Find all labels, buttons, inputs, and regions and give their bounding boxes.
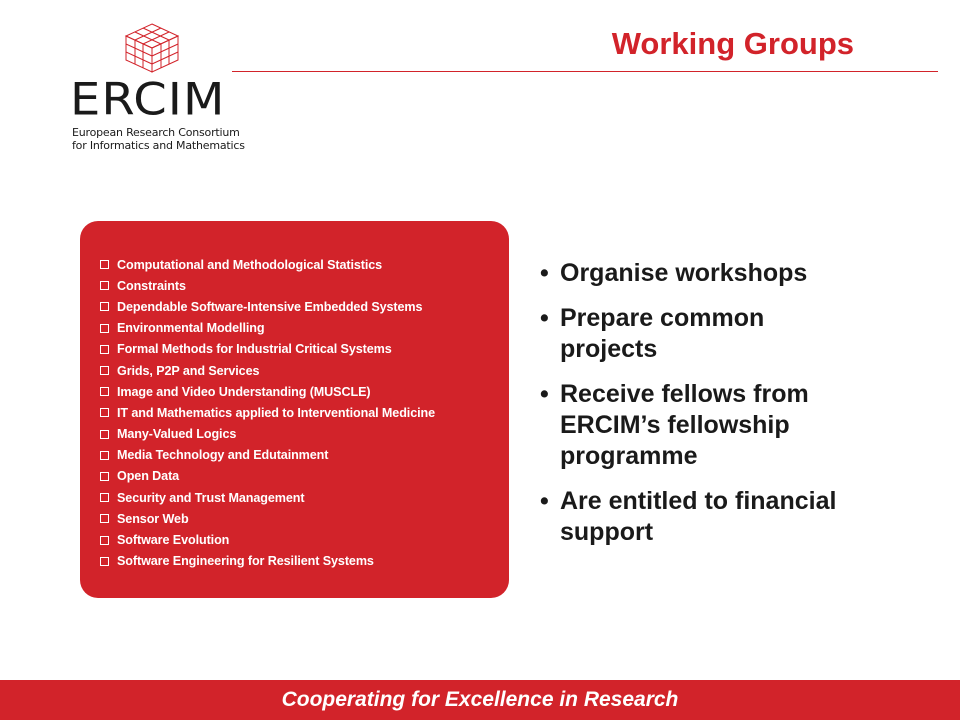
page-title: Working Groups (611, 26, 854, 61)
working-group-label: Constraints (117, 278, 186, 293)
checkbox-square-icon (100, 387, 109, 396)
working-group-label: Software Engineering for Resilient Systems (117, 554, 374, 569)
logo-subtitle-line2: for Informatics and Mathematics (72, 139, 245, 152)
working-groups-list (100, 254, 435, 572)
working-group-item (100, 254, 435, 275)
working-group-item (100, 466, 435, 487)
bullet-item (538, 258, 868, 289)
working-group-label: Environmental Modelling (117, 321, 265, 336)
bullet-text: Prepare common projects (560, 304, 765, 363)
working-group-item (100, 424, 435, 445)
working-group-label: Open Data (117, 469, 180, 484)
working-group-item (100, 402, 435, 423)
checkbox-square-icon (100, 366, 109, 375)
bullet-dot-icon: • (540, 380, 549, 408)
bullet-dot-icon: • (540, 259, 549, 287)
bullet-list (538, 258, 868, 562)
working-group-item (100, 339, 435, 360)
working-group-label: Many-Valued Logics (117, 427, 237, 442)
checkbox-square-icon (100, 260, 109, 269)
bullet-item (538, 303, 868, 365)
working-group-item (100, 529, 435, 550)
working-group-label: Sensor Web (117, 511, 189, 526)
checkbox-square-icon (100, 281, 109, 290)
bullet-item (538, 486, 868, 548)
bullet-item (538, 379, 868, 472)
working-group-item (100, 551, 435, 572)
bullet-text: Receive fellows from ERCIM’s fellowship programme (560, 380, 809, 470)
checkbox-square-icon (100, 430, 109, 439)
checkbox-square-icon (100, 557, 109, 566)
working-group-label: Dependable Software-Intensive Embedded Systems (117, 299, 423, 314)
logo-subtitle-line1: European Research Consortium (72, 126, 240, 139)
working-group-item (100, 508, 435, 529)
working-group-item (100, 275, 435, 296)
checkbox-square-icon (100, 324, 109, 333)
working-group-label: Formal Methods for Industrial Critical Systems (117, 342, 392, 357)
checkbox-square-icon (100, 345, 109, 354)
ercim-logo (68, 22, 248, 152)
working-group-label: IT and Mathematics applied to Interventional Medicine (117, 405, 435, 420)
checkbox-square-icon (100, 493, 109, 502)
footer-tagline: Cooperating for Excellence in Research (281, 688, 679, 711)
working-group-item (100, 487, 435, 508)
bullet-dot-icon: • (540, 487, 549, 515)
bullet-text: Organise workshops (560, 259, 808, 287)
logo-subtitle (72, 126, 245, 152)
checkbox-square-icon (100, 451, 109, 460)
bullet-text: Are entitled to financial support (560, 487, 837, 546)
logo-wordmark: ERCIM (70, 74, 226, 126)
working-group-label: Computational and Methodological Statistics (117, 257, 383, 272)
working-group-item (100, 318, 435, 339)
working-group-label: Media Technology and Edutainment (117, 448, 329, 463)
working-groups-panel (80, 221, 509, 598)
working-group-item (100, 296, 435, 317)
checkbox-square-icon (100, 514, 109, 523)
working-group-label: Software Evolution (117, 533, 230, 548)
working-group-item (100, 445, 435, 466)
bullet-dot-icon: • (540, 304, 549, 332)
footer-bar (0, 680, 960, 720)
working-group-item (100, 360, 435, 381)
checkbox-square-icon (100, 408, 109, 417)
working-group-label: Security and Trust Management (117, 490, 305, 505)
checkbox-square-icon (100, 302, 109, 311)
title-divider (232, 71, 938, 72)
cube-logo-icon (122, 22, 182, 74)
checkbox-square-icon (100, 536, 109, 545)
working-group-item (100, 381, 435, 402)
working-group-label: Grids, P2P and Services (117, 363, 260, 378)
working-group-label: Image and Video Understanding (MUSCLE) (117, 384, 371, 399)
checkbox-square-icon (100, 472, 109, 481)
